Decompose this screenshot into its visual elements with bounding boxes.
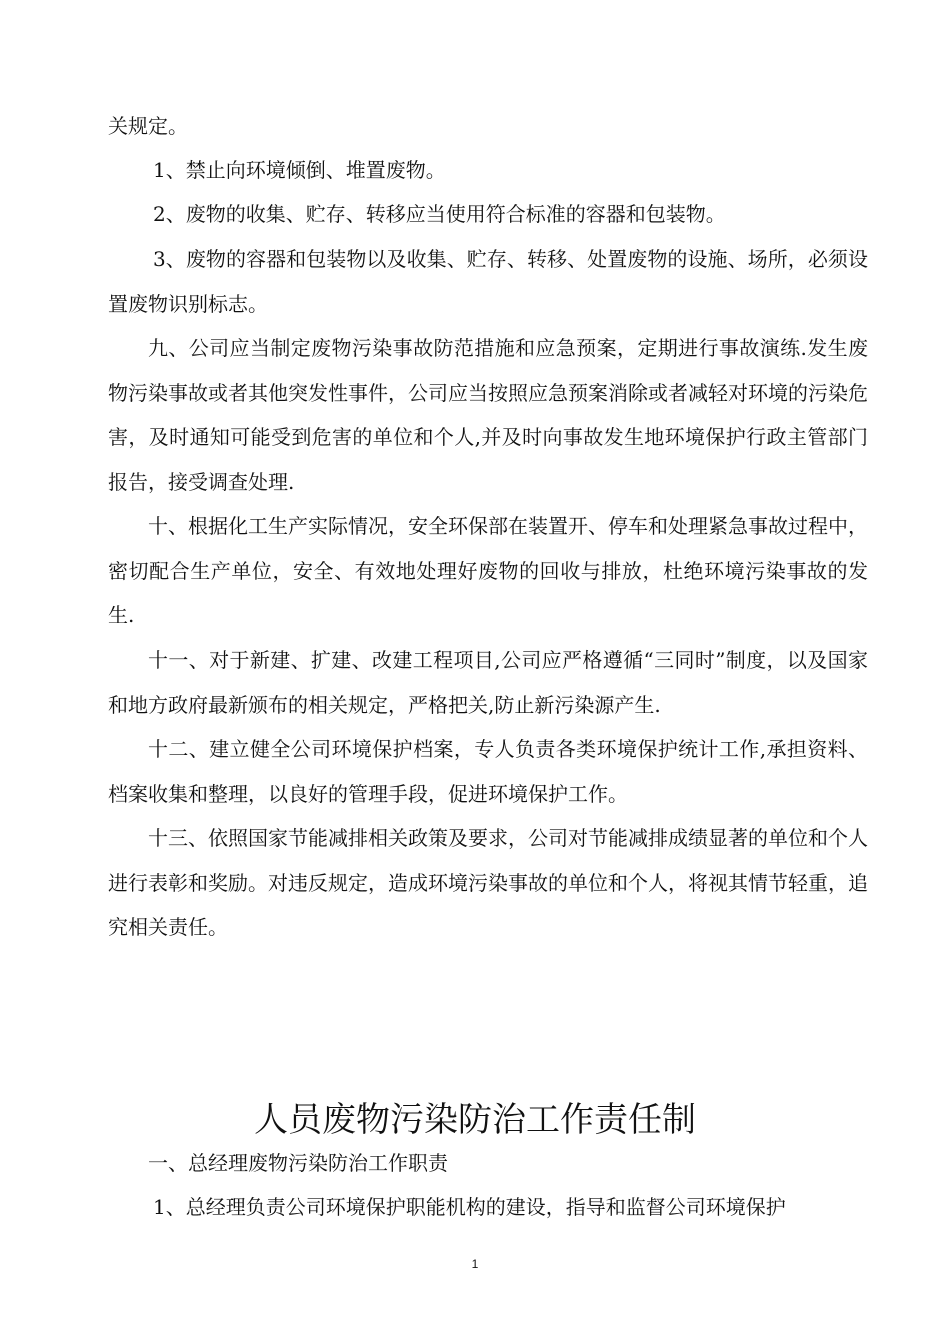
list-item-general-manager-1: 1、总经理负责公司环境保护职能机构的建设，指导和监督公司环境保护 [153, 1195, 786, 1219]
paragraph-continuation: 关规定。 [108, 114, 188, 138]
page-number: 1 [471, 1257, 479, 1271]
article-9: 九、公司应当制定废物污染事故防范措施和应急预案，定期进行事故演练.发生废物污染事故或者其他突发性事件，公司应当按照应急预案消除或者减轻对环境的污染危害，及时通知可能受到危害的单位和个人,并及时向事故发生地环境保护行政主管部门报告，接受调查处理. [108, 336, 868, 494]
list-item-2: 2、废物的收集、贮存、转移应当使用符合标准的容器和包装物。 [153, 202, 726, 226]
article-10: 十、根据化工生产实际情况，安全环保部在装置开、停车和处理紧急事故过程中，密切配合生产单位，安全、有效地处理好废物的回收与排放，杜绝环境污染事故的发生. [108, 514, 868, 627]
article-13: 十三、依照国家节能减排相关政策及要求，公司对节能减排成绩显著的单位和个人进行表彰和奖励。对违反规定，造成环境污染事故的单位和个人，将视其情节轻重，追究相关责任。 [108, 826, 868, 939]
article-11: 十一、对于新建、扩建、改建工程项目,公司应严格遵循“三同时”制度，以及国家和地方政府最新颁布的相关规定，严格把关,防止新污染源产生. [108, 648, 868, 717]
list-item-3: 3、废物的容器和包装物以及收集、贮存、转移、处置废物的设施、场所，必须设置废物识别标志。 [108, 247, 868, 316]
article-12: 十二、建立健全公司环境保护档案，专人负责各类环境保护统计工作,承担资料、档案收集和整理，以良好的管理手段，促进环境保护工作。 [108, 737, 868, 806]
section-title: 人员废物污染防治工作责任制 [254, 1100, 696, 1140]
subsection-heading: 一、总经理废物污染防治工作职责 [148, 1151, 448, 1175]
list-item-1: 1、禁止向环境倾倒、堆置废物。 [153, 158, 446, 182]
